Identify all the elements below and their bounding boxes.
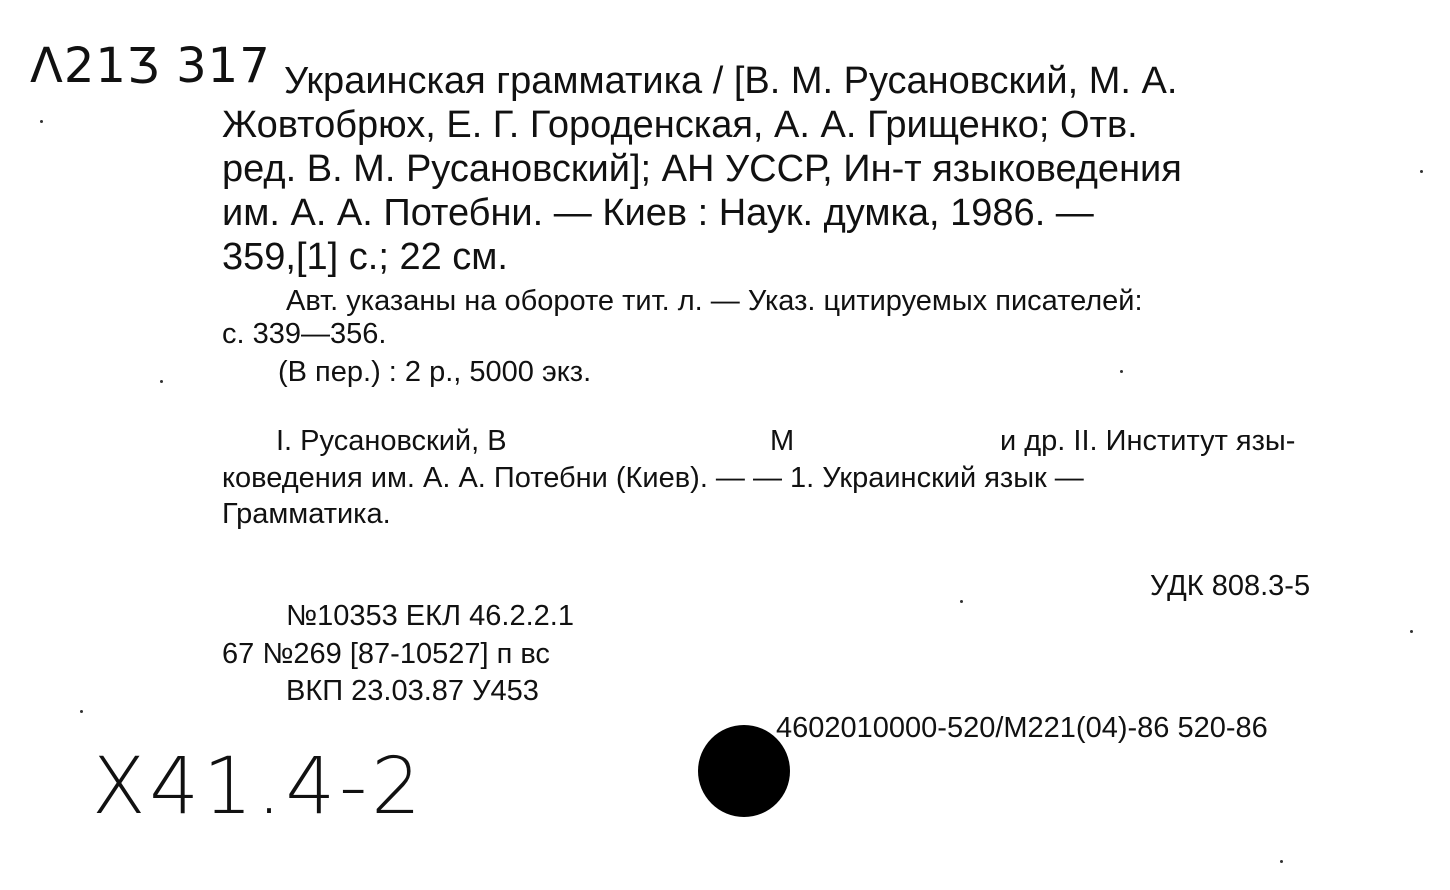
- tracings-line-2: коведения им. А. А. Потебни (Киев). — — 1. Украинский язык —: [222, 462, 1084, 494]
- speck: [1280, 860, 1283, 863]
- tracings-line-1b: М: [770, 425, 795, 457]
- title-line-2: Жовтобрюх, Е. Г. Городенская, А. А. Грищенко; Отв.: [222, 104, 1138, 146]
- punched-hole: [698, 725, 790, 817]
- speck: [80, 710, 83, 713]
- udk-code: УДК 808.3-5: [1150, 570, 1311, 602]
- title-line-4: им. А. А. Потебни. — Киев : Наук. думка, 1986. —: [222, 192, 1094, 234]
- note-line-2: с. 339—356.: [222, 318, 387, 350]
- speck: [40, 120, 43, 123]
- speck: [1410, 630, 1413, 633]
- speck: [960, 600, 963, 603]
- speck: [160, 380, 163, 383]
- note-line-1: Авт. указаны на обороте тит. л. — Указ. цитируемых писателей:: [286, 285, 1143, 317]
- speck: [1420, 170, 1423, 173]
- title-line-5: 359,[1] с.; 22 см.: [222, 236, 508, 278]
- catalog-code-line: 4602010000-520/М221(04)-86 520-86: [776, 712, 1268, 744]
- tracings-line-3: Грамматика.: [222, 498, 391, 530]
- id-line-3: ВКП 23.03.87 У453: [286, 675, 539, 707]
- speck: [1120, 370, 1123, 373]
- title-line-1: Украинская грамматика / [В. М. Русановский, М. А.: [284, 60, 1178, 102]
- id-line-2: 67 №269 [87-10527] п вс: [222, 638, 550, 670]
- tracings-line-1c: и др. II. Институт язы-: [1000, 425, 1296, 457]
- handwritten-shelfmark-top: Λ21Ʒ 317: [30, 38, 271, 94]
- handwritten-shelfmark-bottom: X41.4-2: [92, 742, 425, 832]
- title-line-3: ред. В. М. Русановский]; АН УССР, Ин-т языковедения: [222, 148, 1182, 190]
- price-line: (В пер.) : 2 р., 5000 экз.: [278, 356, 592, 388]
- tracings-line-1a: I. Русановский, В: [276, 425, 507, 457]
- id-line-1: №10353 ЕКЛ 46.2.2.1: [286, 600, 574, 632]
